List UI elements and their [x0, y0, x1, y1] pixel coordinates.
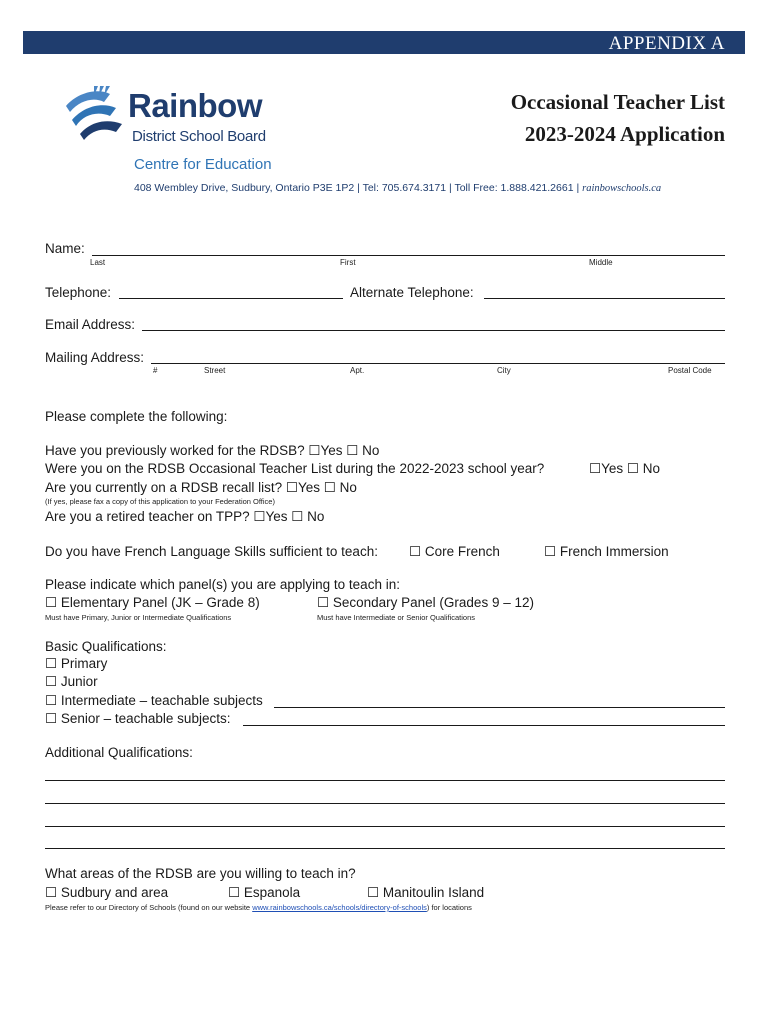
name-label: Name:	[45, 241, 85, 256]
directory-link[interactable]: www.rainbowschools.ca/schools/directory-of-schools	[252, 903, 427, 912]
sudbury-checkbox[interactable]: ☐ Sudbury and area	[45, 885, 169, 900]
telephone-label: Telephone:	[45, 285, 112, 300]
address-text: 408 Wembley Drive, Sudbury, Ontario P3E 1P2 | Tel: 705.674.3171 | Toll Free: 1.888.421.2661 |	[134, 182, 580, 194]
additional-qualifications-line-2[interactable]	[45, 803, 725, 804]
alt-telephone-field[interactable]	[484, 298, 725, 299]
french-immersion-checkbox[interactable]: ☐ French Immersion	[544, 544, 669, 559]
question-occasional-list: Were you on the RDSB Occasional Teacher List during the 2022-2023 school year?	[45, 461, 545, 476]
logo-name: Rainbow	[128, 87, 262, 124]
appendix-banner	[23, 31, 745, 54]
mail-apt-caption: Apt.	[350, 366, 365, 375]
elementary-panel-checkbox[interactable]: ☐ Elementary Panel (JK – Grade 8)	[45, 595, 260, 610]
additional-qualifications-line-3[interactable]	[45, 826, 725, 827]
areas-note	[45, 903, 472, 912]
board-address	[134, 182, 661, 194]
question-retired-teacher[interactable]: Are you a retired teacher on TPP? ☐Yes ☐ No	[45, 509, 325, 524]
secondary-panel-checkbox[interactable]: ☐ Secondary Panel (Grades 9 – 12)	[317, 595, 534, 610]
name-middle-caption: Middle	[589, 258, 613, 267]
question-previously-worked[interactable]: Have you previously worked for the RDSB? ☐Yes ☐ No	[45, 443, 380, 458]
recall-list-note: (If yes, please fax a copy of this application to your Federation Office)	[45, 497, 275, 506]
mail-city-caption: City	[497, 366, 511, 375]
question-recall-list[interactable]: Are you currently on a RDSB recall list? ☐Yes ☐ No	[45, 480, 357, 495]
school-board-logo	[64, 84, 294, 164]
additional-qualifications-label: Additional Qualifications:	[45, 745, 193, 760]
telephone-field[interactable]	[119, 298, 343, 299]
intermediate-checkbox[interactable]: ☐ Intermediate – teachable subjects	[45, 693, 263, 708]
senior-checkbox[interactable]: ☐ Senior – teachable subjects:	[45, 711, 231, 726]
name-last-caption: Last	[90, 258, 106, 267]
email-field[interactable]	[142, 330, 725, 331]
additional-qualifications-line-1[interactable]	[45, 780, 725, 781]
form-title-line1: Occasional Teacher List	[510, 90, 725, 114]
mail-number-caption: #	[153, 366, 158, 375]
senior-subjects-field[interactable]	[243, 725, 725, 726]
logo-centre: Centre for Education	[134, 156, 272, 173]
website-text: rainbowschools.ca	[582, 183, 662, 194]
manitoulin-checkbox[interactable]: ☐ Manitoulin Island	[367, 885, 485, 900]
espanola-checkbox[interactable]: ☐ Espanola	[228, 885, 301, 900]
mail-postal-caption: Postal Code	[668, 366, 712, 375]
logo-board: District School Board	[132, 128, 266, 145]
areas-note-text: Please refer to our Directory of Schools (found on our website	[45, 903, 251, 912]
areas-label: What areas of the RDSB are you willing to teach in?	[45, 866, 356, 881]
question-french-skills: Do you have French Language Skills sufficient to teach:	[45, 544, 378, 559]
junior-checkbox[interactable]: ☐ Junior	[45, 674, 98, 689]
mail-street-caption: Street	[204, 366, 226, 375]
intermediate-subjects-field[interactable]	[274, 707, 725, 708]
elementary-panel-note: Must have Primary, Junior or Intermediate Qualifications	[45, 613, 232, 622]
email-label: Email Address:	[45, 317, 136, 332]
mailing-label: Mailing Address:	[45, 350, 145, 365]
areas-note-end: ) for locations	[426, 903, 472, 912]
primary-checkbox[interactable]: ☐ Primary	[45, 656, 108, 671]
mailing-field[interactable]	[151, 363, 725, 364]
additional-qualifications-line-4[interactable]	[45, 848, 725, 849]
core-french-checkbox[interactable]: ☐ Core French	[409, 544, 500, 559]
name-field[interactable]	[92, 255, 725, 256]
basic-qualifications-label: Basic Qualifications:	[45, 639, 167, 654]
name-first-caption: First	[340, 258, 356, 267]
form-title-line2: 2023-2024 Application	[524, 122, 725, 146]
alt-telephone-label: Alternate Telephone:	[350, 285, 474, 300]
questions-intro: Please complete the following:	[45, 409, 228, 424]
secondary-panel-note: Must have Intermediate or Senior Qualifications	[317, 613, 475, 622]
appendix-label: APPENDIX A	[608, 33, 725, 54]
rainbow-logo-icon	[64, 84, 134, 150]
question-occasional-list-options[interactable]: ☐Yes ☐ No	[589, 461, 660, 476]
panels-label: Please indicate which panel(s) you are applying to teach in:	[45, 577, 400, 592]
